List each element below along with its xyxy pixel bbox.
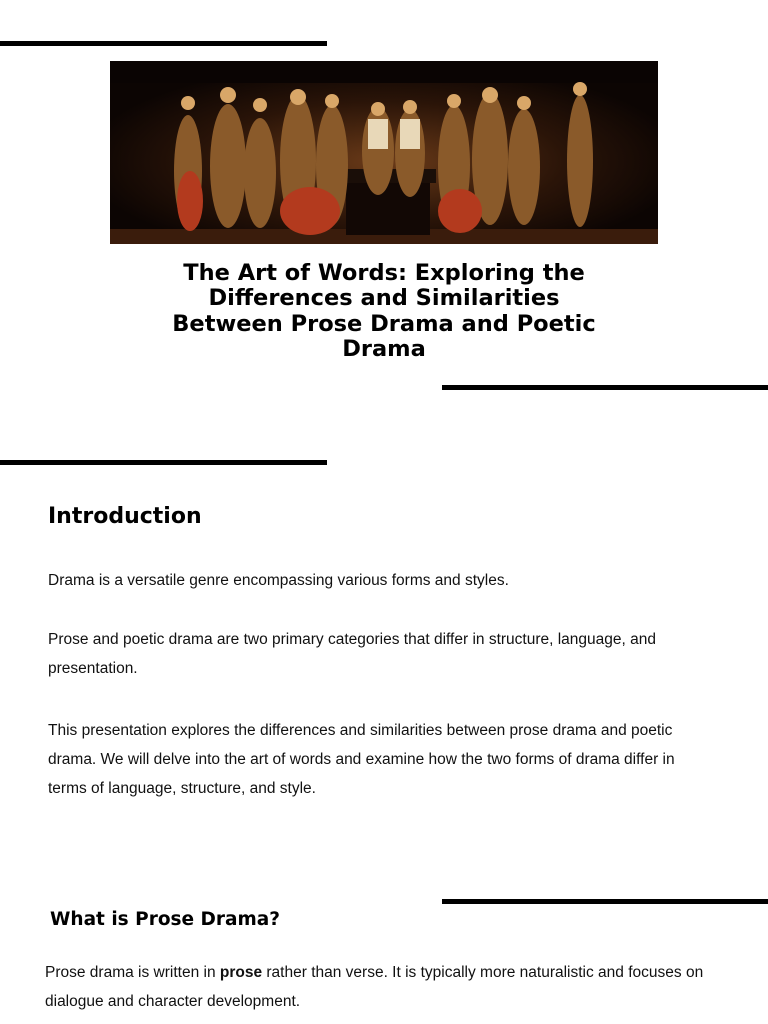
intro-paragraph-3: This presentation explores the differences and similarities between prose drama and poetic drama. We will delve into the art of words and examine how the two forms of drama differ in terms of language, structure, and style. bbox=[48, 722, 675, 797]
divider-top-left bbox=[0, 41, 327, 46]
divider-middle-left bbox=[0, 460, 327, 465]
prose-text-end: rather than verse. It is typically more naturalistic and focuses on dialogue and character development. bbox=[45, 964, 704, 1010]
hero-image bbox=[110, 61, 658, 244]
divider-bottom-right bbox=[442, 899, 768, 904]
intro-paragraph-2: Prose and poetic drama are two primary categories that differ in structure, language, and presentation. bbox=[48, 631, 656, 677]
theater-cast-photo-icon bbox=[110, 61, 658, 244]
intro-paragraph-1: Drama is a versatile genre encompassing various forms and styles. bbox=[48, 572, 509, 589]
introduction-heading: Introduction bbox=[48, 504, 202, 529]
prose-bold-word: prose bbox=[219, 964, 263, 981]
prose-drama-paragraph bbox=[45, 958, 735, 1016]
prose-drama-heading: What is Prose Drama? bbox=[50, 909, 280, 930]
divider-title-right bbox=[442, 385, 768, 390]
presentation-title: The Art of Words: Exploring the Differences and Similarities Between Prose Drama and Poetic Drama bbox=[172, 260, 596, 363]
prose-text-start: Prose drama is written in bbox=[45, 964, 220, 981]
